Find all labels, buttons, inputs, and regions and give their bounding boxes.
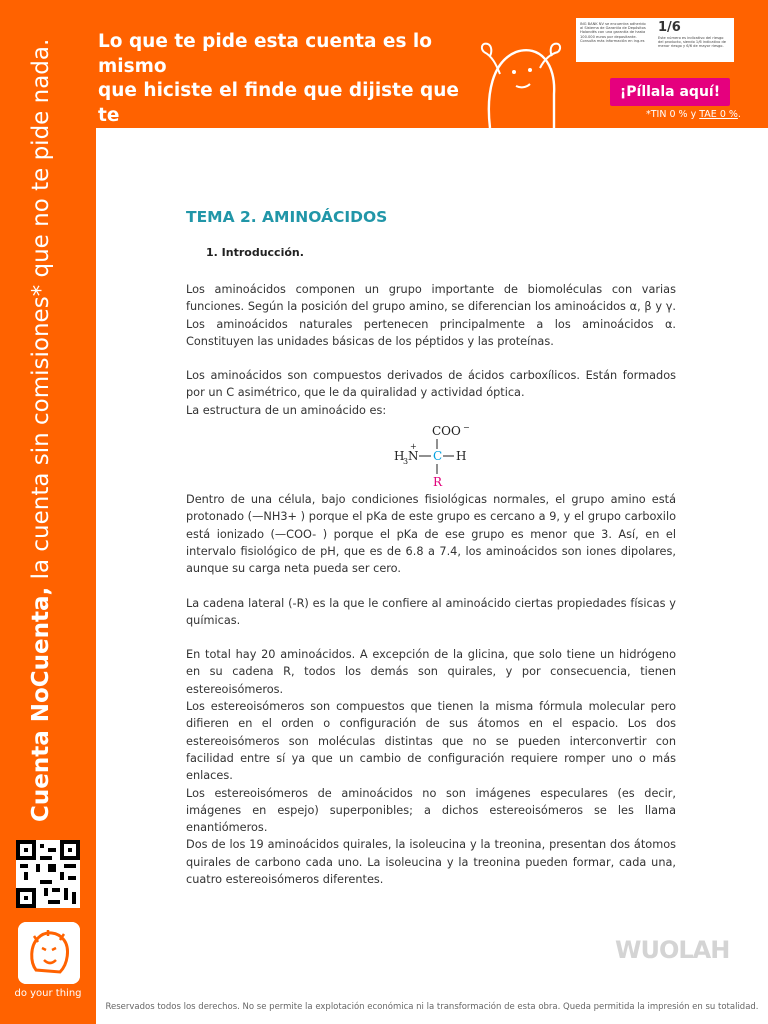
- sidebar-vertical-slogan: [28, 39, 54, 822]
- paragraph-chiral: Dos de los 19 aminoácidos quirales, la isoleucina y la treonina, presentan dos átomos quirales de carbono cada uno. La isoleucina y la treonina pueden formar, cada una, cuatro estereoisómeros diferentes.: [186, 838, 676, 887]
- page-title: TEMA 2. AMINOÁCIDOS: [186, 208, 388, 226]
- sidebar-slogan-bold: Cuenta NoCuenta,: [28, 586, 54, 822]
- fine-print-prefix: *TIN 0 % y: [646, 109, 700, 120]
- deposit-guarantee-text: ING BANK NV se encuentra adherido al Sistema de Garantía de Depósitos Holandés con una garantía de hasta 100.000 euros por depositante. Consulta más información en ing.es: [580, 22, 646, 43]
- banner-headline-line2: que hiciste el finde que dijiste que te: [98, 80, 459, 126]
- brand-tagline: do your thing: [14, 988, 82, 999]
- paragraph-total: En total hay 20 aminoácidos. A excepción de la glicina, que solo tiene un hidrógeno en su cadena R, todos los demás son quirales, y por consecuencia, tienen estereoisómeros.: [186, 648, 676, 696]
- paragraph-stereoisomers: Los estereoisómeros son compuestos que tienen la misma fórmula molecular pero difieren en el orden o configuración de sus átomos en el espacio. Los dos estereoisómeros son moléculas distintas que no se pueden interconvertir con facilidad entre sí ya que un cambio de configuración requiere romper uno o más enlaces.: [186, 700, 676, 783]
- sidebar-slogan-rest: la cuenta sin comisiones* que no te pide nada.: [28, 38, 54, 587]
- formula-n-charge: +: [410, 442, 417, 452]
- fine-print-suffix: .: [737, 109, 741, 120]
- character-illustration-icon: [470, 34, 570, 128]
- document-body: [186, 190, 676, 888]
- formula-n: N: [408, 449, 419, 464]
- pillala-button[interactable]: ¡Píllala aquí!: [610, 78, 730, 106]
- amino-acid-formula: [186, 419, 676, 491]
- banner-headline: [98, 30, 478, 157]
- paragraph-structure-label: La estructura de un aminoácido es:: [186, 403, 387, 417]
- risk-indicator: 1/6: [658, 20, 681, 35]
- formula-coo: COO: [432, 424, 461, 439]
- lion-icon[interactable]: [18, 922, 80, 984]
- formula-c: C: [433, 449, 443, 464]
- risk-disclaimer: [576, 18, 734, 62]
- fine-print: [646, 109, 741, 120]
- banner-highlight: NADA.: [307, 128, 390, 157]
- wuolah-watermark: WUOLAH: [615, 936, 730, 964]
- paragraph-protonation: Dentro de una célula, bajo condiciones fisiológicas normales, el grupo amino está protonado (—NH3+ ) porque el pKa de este grupo es cercano a 9, y el grupo carboxilo está ionizado (—COO- ) porque el pKa de ese grupo es menor que 3. Así, en el intervalo fisiológico de pH, que es de 6.8 a 7.4, los aminoácidos son iones dipolares, aunque su carga neta pueda ser cero.: [186, 493, 676, 576]
- formula-coo-charge: −: [463, 423, 470, 433]
- paragraph-side-chain: La cadena lateral (-R) es la que le confiere al aminoácido ciertas propiedades físicas y químicas.: [186, 596, 676, 627]
- risk-explanation-text: Este número es indicativo del riesgo del producto, siendo 1/6 indicativo de menor riesgo y 6/6 de mayor riesgo.: [658, 36, 726, 49]
- formula-sub3: 3: [403, 457, 409, 467]
- formula-h-right: H: [456, 449, 467, 464]
- ad-banner[interactable]: [0, 0, 768, 152]
- paragraph-structure: Los aminoácidos son compuestos derivados de ácidos carboxílicos. Están formados por un C asimétrico, que le da quiralidad y actividad óptica.: [186, 369, 676, 400]
- banner-headline-line3: [98, 128, 478, 157]
- formula-r: R: [433, 475, 443, 490]
- copyright-footer: Reservados todos los derechos. No se permite la explotación económica ni la transformación de esta obra. Queda permitida la impresión en su totalidad.: [105, 1002, 759, 1012]
- tae-link[interactable]: TAE 0 %: [699, 109, 738, 120]
- banner-headline-line1: Lo que te pide esta cuenta es lo mismo: [98, 31, 432, 77]
- paragraph-intro: Los aminoácidos componen un grupo importante de biomoléculas con varias funciones. Según la posición del grupo amino, se diferencian los aminoácidos α, β y γ. Los aminoácidos naturales pertenecen principalmente a los aminoácidos α. Constituyen las unidades básicas de los péptidos y las proteínas.: [186, 283, 676, 348]
- banner-headline-prefix: ibas a poner al día:: [98, 131, 299, 152]
- formula-h: H: [394, 449, 405, 464]
- qr-code-icon[interactable]: [16, 840, 80, 908]
- paragraph-enantiomers: Los estereoisómeros de aminoácidos no son imágenes especulares (es decir, imágenes en espejo) superponibles; a dichos estereoisómeros se les llama enantiómeros.: [186, 786, 676, 835]
- section-heading: 1. Introducción.: [206, 246, 304, 259]
